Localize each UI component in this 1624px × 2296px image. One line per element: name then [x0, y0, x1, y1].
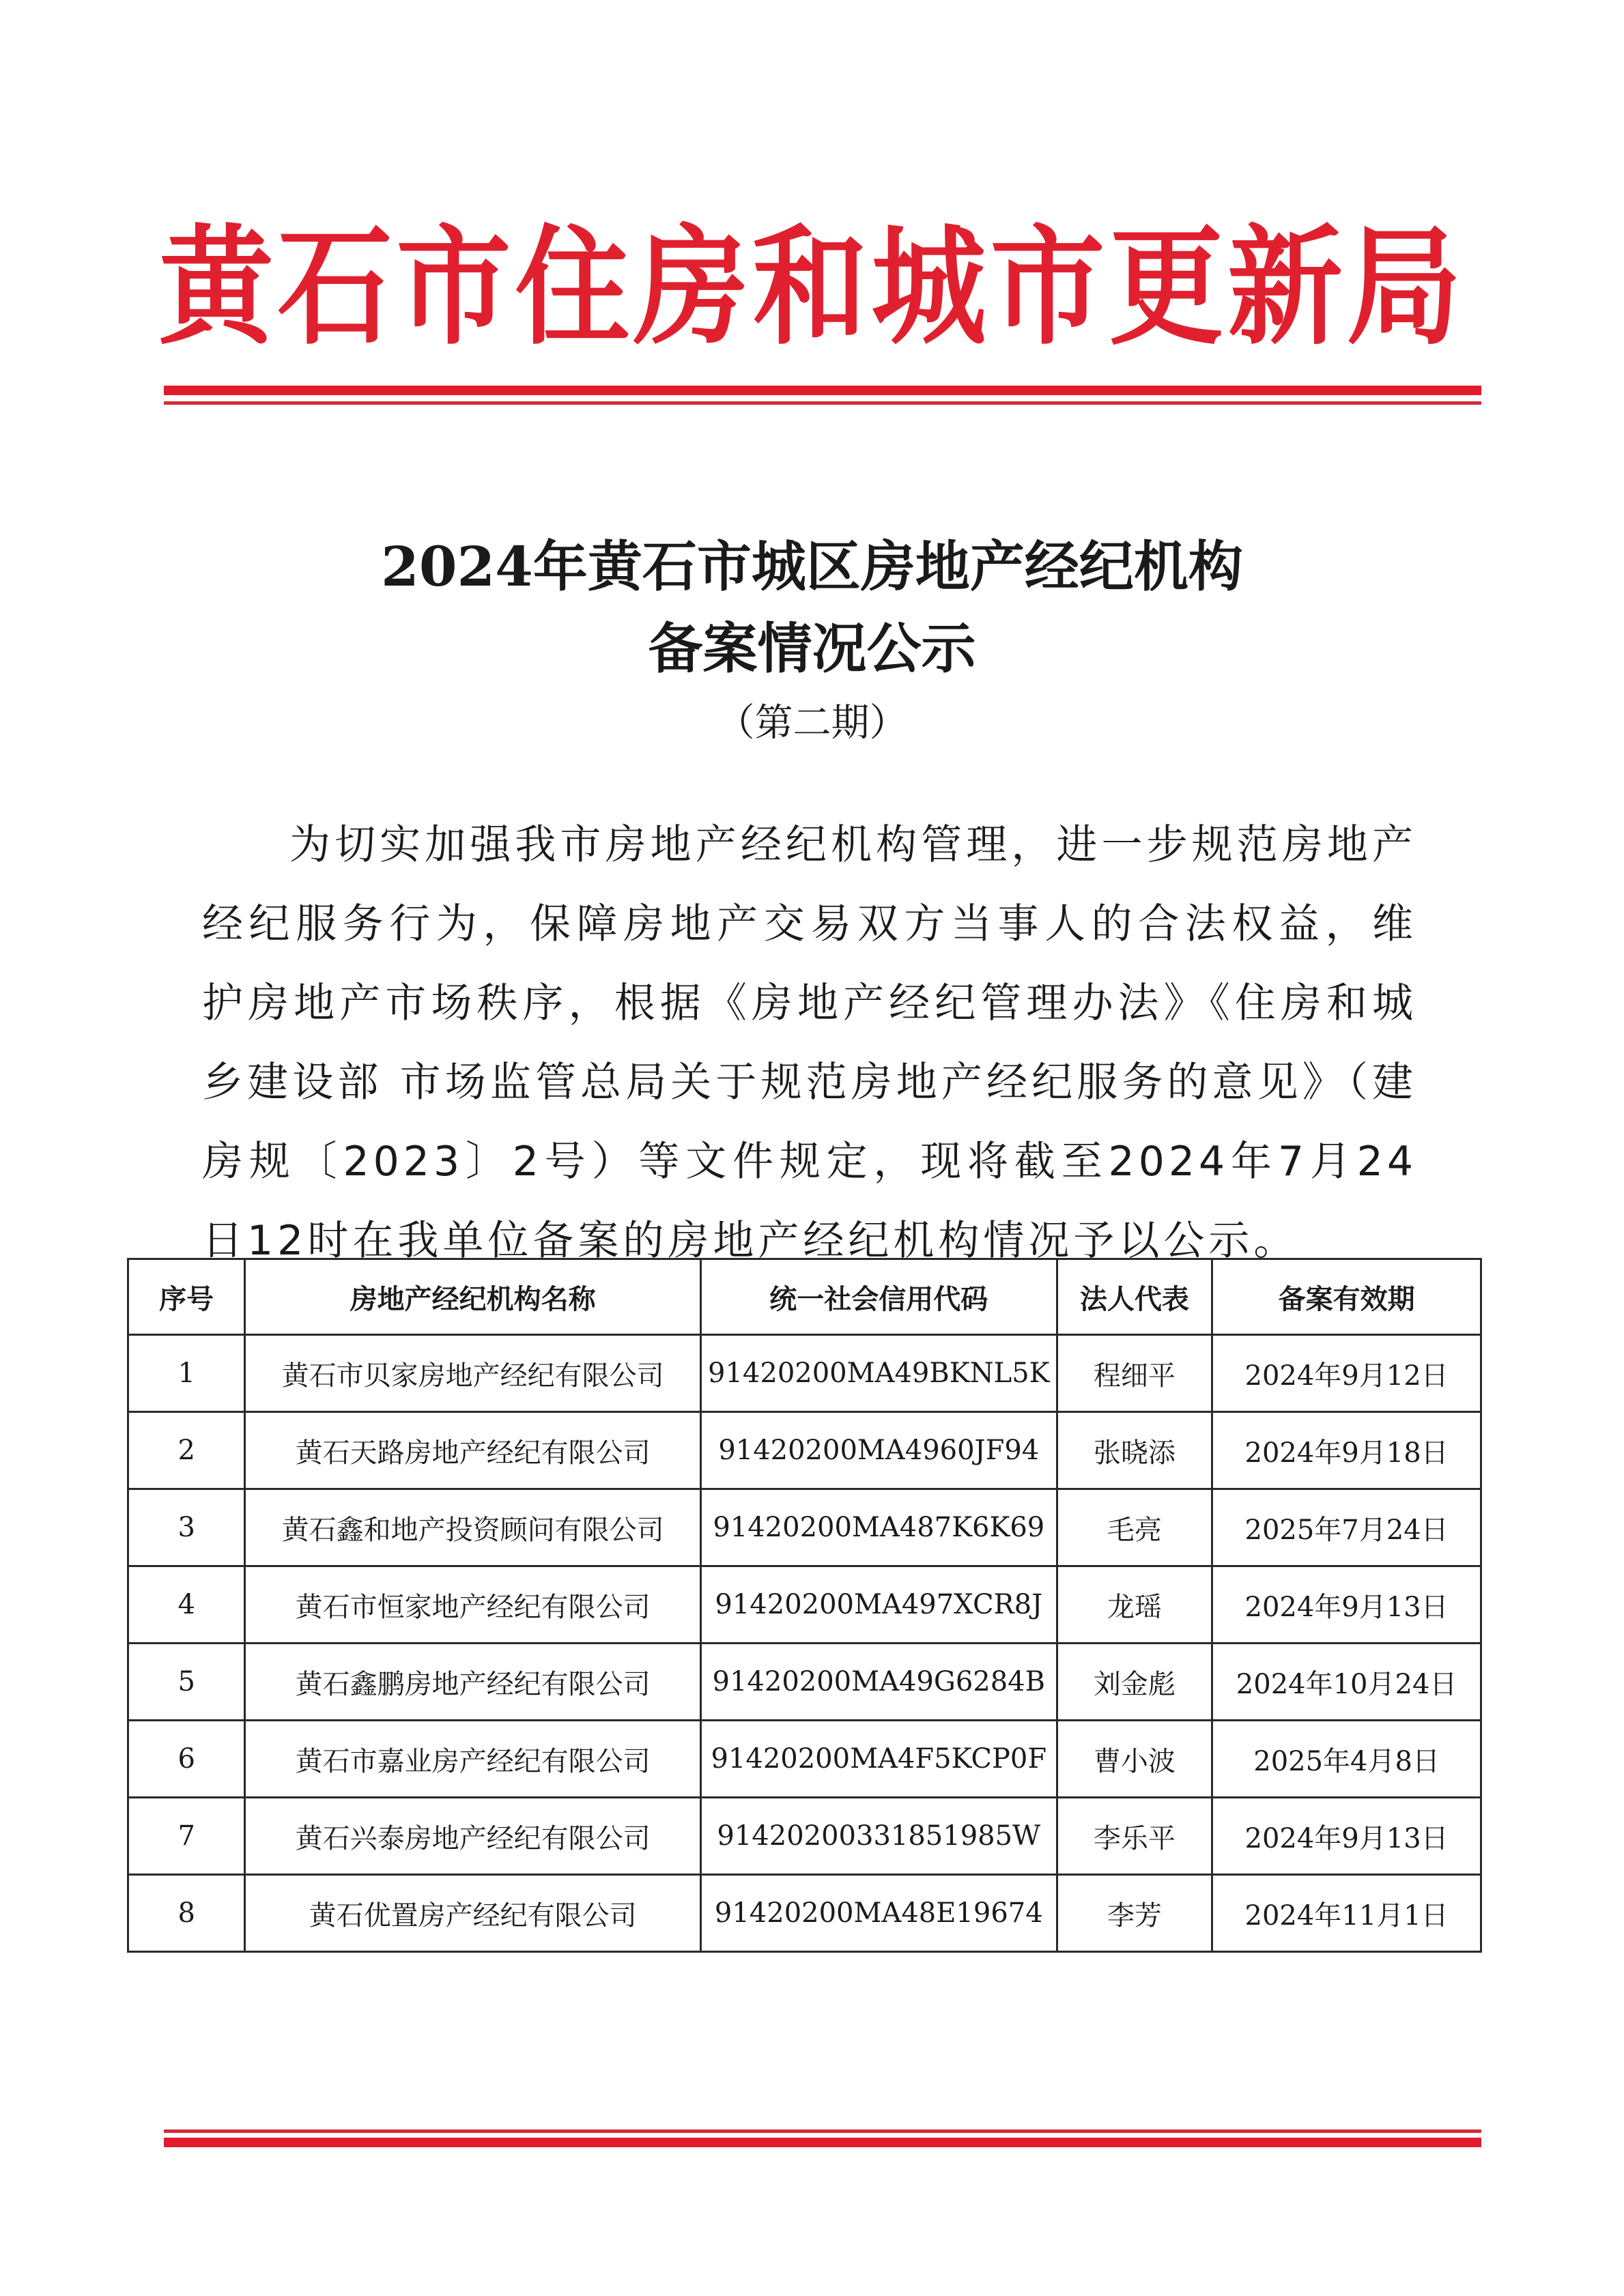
header-legal-rep: 法人代表 — [1057, 1259, 1212, 1335]
cell-legal-rep: 毛亮 — [1057, 1489, 1212, 1566]
cell-agency-name: 黄石鑫和地产投资顾问有限公司 — [245, 1489, 701, 1566]
footer-rule-thin — [164, 2129, 1481, 2133]
cell-valid-until: 2024年9月13日 — [1212, 1798, 1481, 1875]
table-header-row — [128, 1259, 1481, 1335]
table-row — [128, 1335, 1481, 1412]
table-row — [128, 1798, 1481, 1875]
cell-credit-code: 914202003318519​85W — [700, 1798, 1057, 1875]
header-agency-name: 房地产经纪机构名称 — [245, 1259, 701, 1335]
header-credit-code: 统一社会信用代码 — [700, 1259, 1057, 1335]
table-row — [128, 1721, 1481, 1798]
cell-valid-until: 2024年9月13日 — [1212, 1566, 1481, 1644]
cell-legal-rep: 李乐平 — [1057, 1798, 1212, 1875]
document-subtitle: （第二期） — [716, 701, 908, 745]
masthead-org-name: 黄石市住房和城市更新局 — [158, 211, 1466, 362]
cell-agency-name: 黄石市贝家房地产经纪有限公司 — [245, 1335, 701, 1412]
cell-valid-until: 2025年7月24日 — [1212, 1489, 1481, 1566]
cell-seq: 6 — [128, 1721, 245, 1798]
cell-credit-code: 91420200MA4F5KCP0F — [700, 1721, 1057, 1798]
table-row — [128, 1875, 1481, 1952]
cell-credit-code: 91420200MA49G6284B — [700, 1644, 1057, 1721]
cell-valid-until: 2024年10月24日 — [1212, 1644, 1481, 1721]
cell-credit-code: 91420200MA497XCR8J — [700, 1566, 1057, 1644]
document-title-line1: 2024年黄石市城区房地产经纪机构 — [381, 534, 1243, 599]
cell-agency-name: 黄石天路房地产经纪有限公司 — [245, 1412, 701, 1489]
cell-seq: 2 — [128, 1412, 245, 1489]
table-row — [128, 1412, 1481, 1489]
cell-valid-until: 2025年4月8日 — [1212, 1721, 1481, 1798]
cell-legal-rep: 张晓添 — [1057, 1412, 1212, 1489]
footer-rule-thick — [164, 2138, 1481, 2147]
cell-seq: 8 — [128, 1875, 245, 1952]
table-row — [128, 1644, 1481, 1721]
cell-seq: 7 — [128, 1798, 245, 1875]
header-seq: 序号 — [128, 1259, 245, 1335]
header-rule-thick — [164, 386, 1481, 395]
cell-seq: 5 — [128, 1644, 245, 1721]
cell-seq: 4 — [128, 1566, 245, 1644]
cell-legal-rep: 龙瑶 — [1057, 1566, 1212, 1644]
cell-agency-name: 黄石优置房产经纪有限公司 — [245, 1875, 701, 1952]
cell-valid-until: 2024年11月1日 — [1212, 1875, 1481, 1952]
cell-credit-code: 91420200MA4960JF94 — [700, 1412, 1057, 1489]
cell-legal-rep: 程细平 — [1057, 1335, 1212, 1412]
cell-agency-name: 黄石兴泰房地产经纪有限公司 — [245, 1798, 701, 1875]
header-valid-until: 备案有效期 — [1212, 1259, 1481, 1335]
cell-credit-code: 91420200MA49BKNL5K — [700, 1335, 1057, 1412]
cell-legal-rep: 李芳 — [1057, 1875, 1212, 1952]
table-row — [128, 1566, 1481, 1644]
cell-valid-until: 2024年9月12日 — [1212, 1335, 1481, 1412]
agency-registry-table — [127, 1258, 1482, 1953]
cell-credit-code: 91420200MA487K6K69 — [700, 1489, 1057, 1566]
cell-legal-rep: 刘金彪 — [1057, 1644, 1212, 1721]
table-row — [128, 1489, 1481, 1566]
cell-seq: 3 — [128, 1489, 245, 1566]
cell-agency-name: 黄石鑫鹏房地产经纪有限公司 — [245, 1644, 701, 1721]
header-rule-thin — [164, 401, 1481, 405]
document-title-line2: 备案情况公示 — [648, 616, 976, 680]
cell-seq: 1 — [128, 1335, 245, 1412]
cell-agency-name: 黄石市恒家地产经纪有限公司 — [245, 1566, 701, 1644]
cell-legal-rep: 曹小波 — [1057, 1721, 1212, 1798]
cell-agency-name: 黄石市嘉业房产经纪有限公司 — [245, 1721, 701, 1798]
cell-credit-code: 91420200MA48E19674 — [700, 1875, 1057, 1952]
cell-valid-until: 2024年9月18日 — [1212, 1412, 1481, 1489]
document-body: 为切实加强我市房地产经纪机构管理，进一步规范房地产经纪服务行为，保障房地产交易双方当事人的合法权益，维护房地产市场秩序，根据《房地产经纪管理办法》《住房和城乡建设部 市场监管总局关于规范房地产经纪服务的意见》（建房规〔2023〕2号）等文件规定，现将截至2024年7月24日12时在我单位备案的房地产经纪机构情况予以公示。 — [202, 821, 1417, 1265]
